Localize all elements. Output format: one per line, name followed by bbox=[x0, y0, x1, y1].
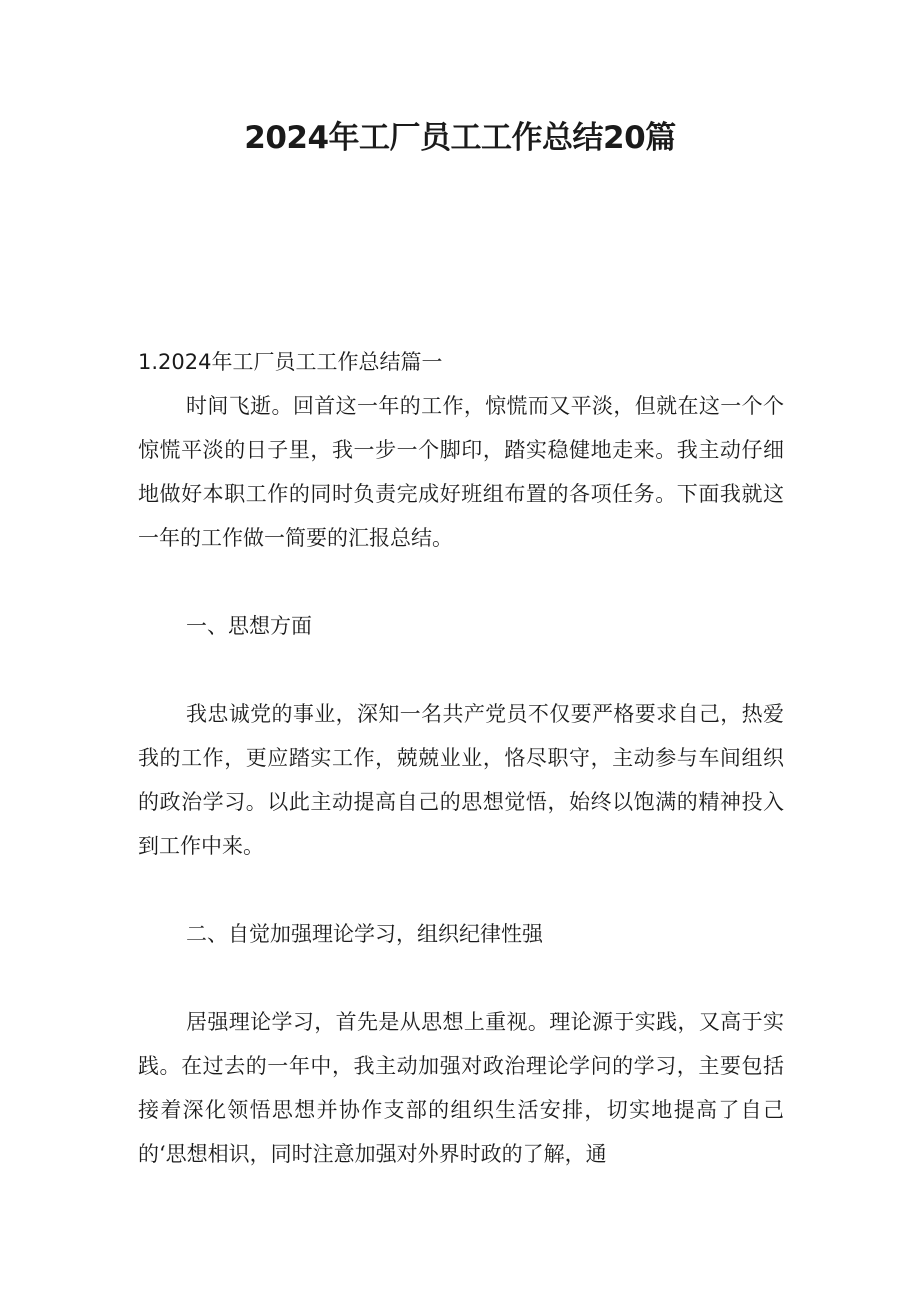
paragraph-spacer bbox=[138, 868, 784, 912]
paragraph-thought: 我忠诚党的事业，深知一名共产党员不仅要严格要求自己，热爱我的工作，更应踏实工作，兢兢业业，恪尽职守，主动参与车间组织的政治学习。以此主动提高自己的思想觉悟，始终以饱满的精神投入到工作中来。 bbox=[138, 702, 784, 858]
document-body bbox=[138, 340, 784, 1176]
section-heading: 1.2024年工厂员工工作总结篇一 bbox=[138, 350, 443, 374]
intro-paragraph: 时间飞逝。回首这一年的工作，惊慌而又平淡，但就在这一个个惊慌平淡的日子里，我一步一个脚印，踏实稳健地走来。我主动仔细地做好本职工作的同时负责完成好班组布置的各项任务。下面我就这一年的工作做一简要的汇报总结。 bbox=[138, 394, 784, 550]
subheading-theory-study: 二、自觉加强理论学习，组织纪律性强 bbox=[186, 922, 543, 946]
paragraph-theory-study: 居强理论学习，首先是从思想上重视。理论源于实践，又高于实践。在过去的一年中，我主动加强对政治理论学问的学习，主要包括接着深化领悟思想并协作支部的组织生活安排，切实地提高了自己的‘思想相识，同时注意加强对外界时政的了解，通 bbox=[138, 1010, 784, 1166]
paragraph-spacer bbox=[138, 560, 784, 604]
document-title: 2024年工厂员工工作总结20篇 bbox=[244, 120, 676, 156]
paragraph-spacer bbox=[138, 956, 784, 1000]
subheading-thought: 一、思想方面 bbox=[186, 614, 312, 638]
paragraph-spacer bbox=[138, 648, 784, 692]
